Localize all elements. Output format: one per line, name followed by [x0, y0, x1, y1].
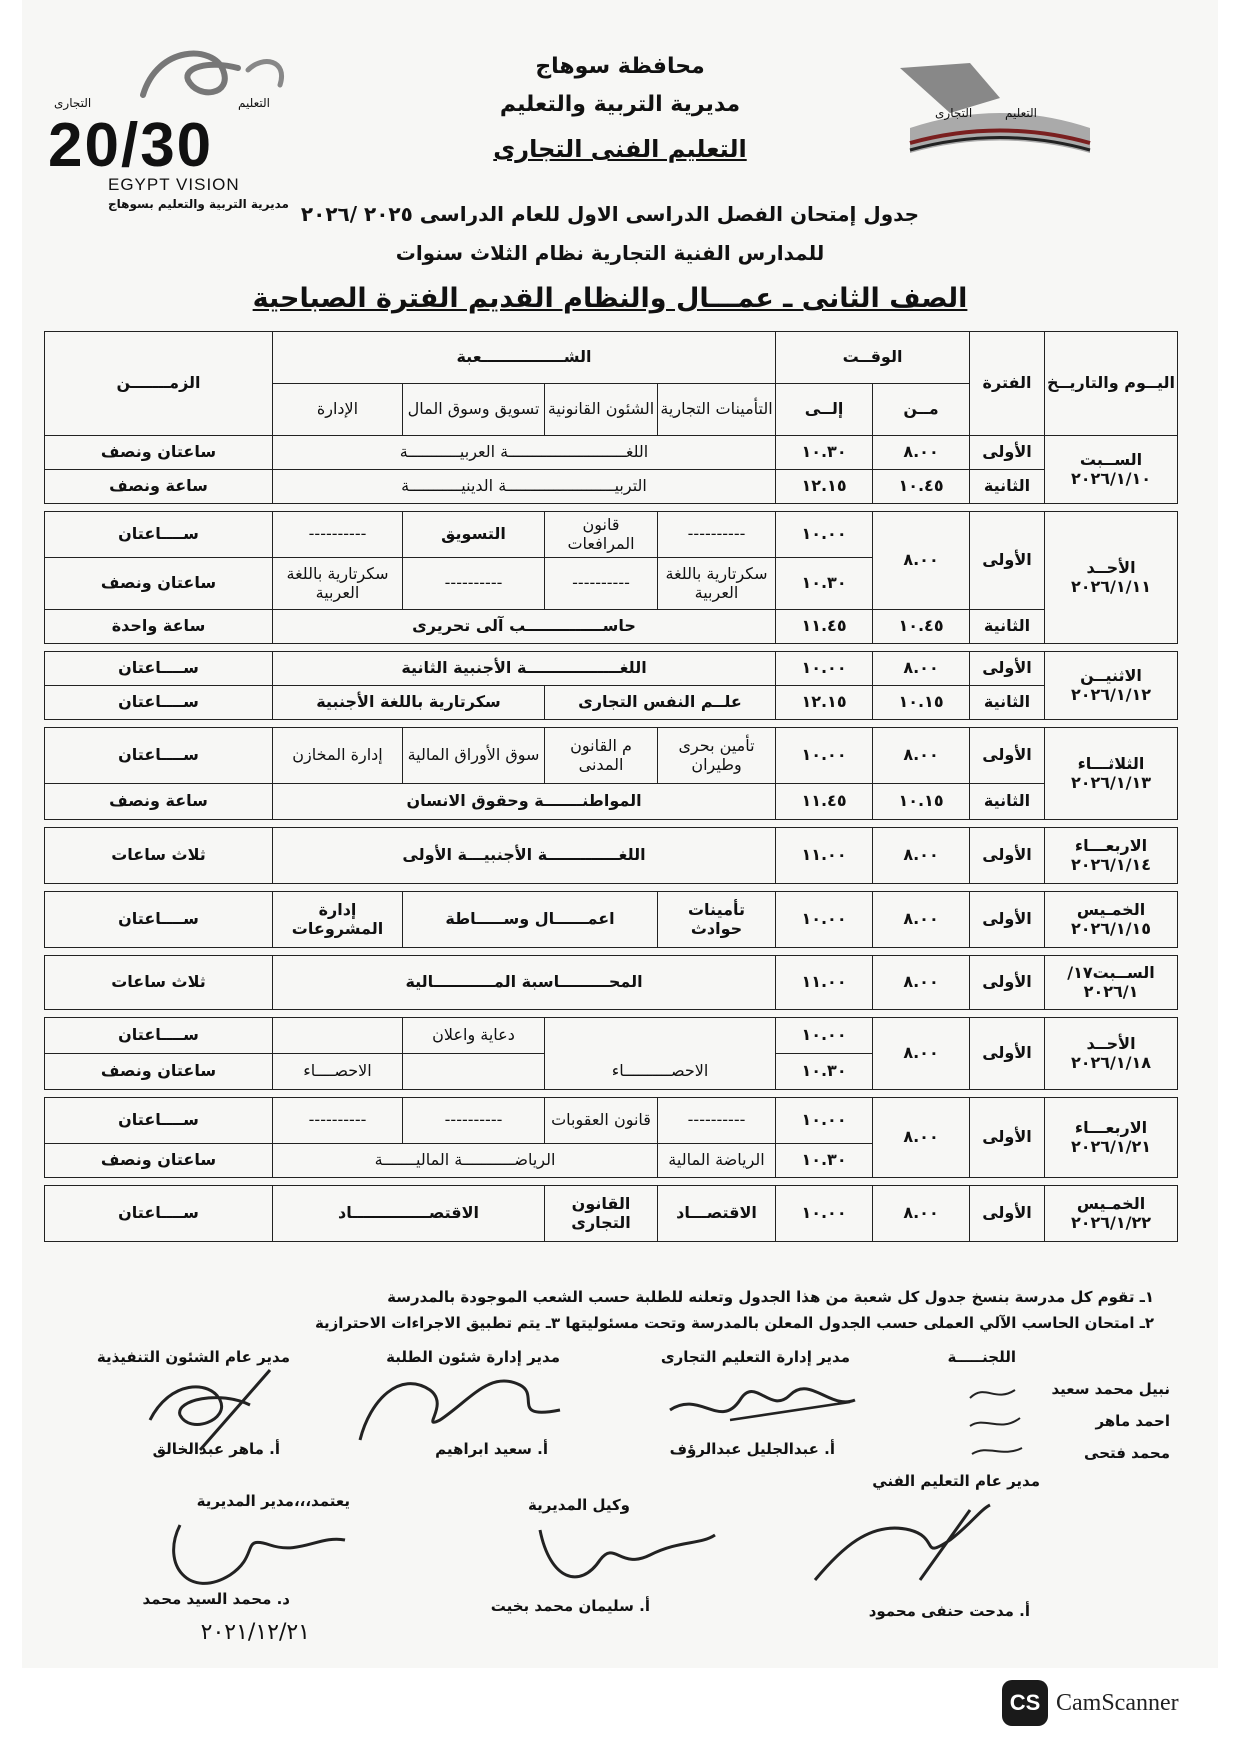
subject-cell: تأمين بحرى وطيران: [658, 728, 776, 784]
time-from: ٨.٠٠: [873, 1098, 970, 1178]
period-cell: الأولى: [970, 828, 1045, 884]
day-cell: الأحــد ٢٠٢٦/١/١١: [1045, 512, 1178, 644]
time-to: ١٢.١٥: [776, 686, 873, 720]
time-to: ١١.٤٥: [776, 784, 873, 820]
exec-director-title: مدير عام الشئون التنفيذية: [96, 1348, 290, 1366]
header-duration: الزمـــــــن: [45, 332, 273, 436]
subject-cell: سكرتارية باللغة الأجنبية: [273, 686, 545, 720]
camscanner-icon: CS: [1002, 1680, 1048, 1726]
time-from: ١٠.١٥: [873, 784, 970, 820]
header-time: الوقــت: [776, 332, 970, 384]
egypt-vision-logo: [48, 40, 318, 211]
time-from: ٨.٠٠: [873, 1018, 970, 1090]
subject-cell: ----------: [273, 512, 403, 558]
technical-director-name: أ. مدحت حنفى محمود: [868, 1602, 1030, 1620]
committee-member: محمد فتحى: [1084, 1444, 1170, 1462]
period-cell: الثانية: [970, 784, 1045, 820]
note-line-2: ٢ـ امتحان الحاسب الآلي العملى حسب الجدول المعلن بالمدرسة وتحت مسئوليتها ٣ـ يتم تطبيق الاجراءات الاحترازية: [314, 1314, 1154, 1332]
time-to: ١٠.٣٠: [776, 1054, 873, 1090]
duration-cell: ســــاعتان: [45, 1186, 273, 1242]
subject-cell: اللغـــــــــــــــــة الأجنبية الثانية: [273, 652, 776, 686]
subject-cell: التربيـــــــــــــــــــــــة الدينيـــــــــــة: [273, 470, 776, 504]
subject-cell: قانون العقوبات: [545, 1098, 658, 1144]
duration-cell: ثلاث ساعات: [45, 828, 273, 884]
period-cell: الأولى: [970, 728, 1045, 784]
time-to: ١٠.٠٠: [776, 728, 873, 784]
subject-cell: سوق الأوراق المالية: [403, 728, 545, 784]
duration-cell: ســــاعتان: [45, 1018, 273, 1054]
students-director-title: مدير إدارة شئون الطلبة: [386, 1348, 560, 1366]
day-cell: الاربعـــاء ٢٠٢٦/١/٢١: [1045, 1098, 1178, 1178]
title-line-2: للمدارس الفنية التجارية نظام الثلاث سنوات: [395, 241, 825, 265]
subject-cell: المواطنـــــــة وحقوق الانسان: [273, 784, 776, 820]
signature-approval: [150, 1505, 350, 1605]
period-cell: الأولى: [970, 652, 1045, 686]
committee-member: احمد ماهر: [1095, 1412, 1170, 1430]
committee-title: اللجنـــــة: [947, 1348, 1016, 1366]
time-to: ١٠.٠٠: [776, 1098, 873, 1144]
day-cell: الخمـيس ٢٠٢٦/١/٢٢: [1045, 1186, 1178, 1242]
subject-cell: ----------: [403, 558, 545, 610]
time-from: ٨.٠٠: [873, 512, 970, 610]
time-from: ١٠.١٥: [873, 686, 970, 720]
time-to: ١٠.٠٠: [776, 1186, 873, 1242]
subject-cell: قانون المرافعات: [545, 512, 658, 558]
time-from: ٨.٠٠: [873, 956, 970, 1010]
time-to: ١٠.٠٠: [776, 652, 873, 686]
header-branch: الشـــــــــــــــعبة: [273, 332, 776, 384]
duration-cell: ساعة ونصف: [45, 784, 273, 820]
day-cell: الســبت١٧/ ٢٠٢٦/١: [1045, 956, 1178, 1010]
governorate: محافظة سوهاج: [535, 54, 705, 79]
duration-cell: ثلاث ساعات: [45, 956, 273, 1010]
subject-cell: ----------: [273, 1098, 403, 1144]
time-from: ١٠.٤٥: [873, 610, 970, 644]
header-insurance: التأمينات التجارية: [658, 384, 776, 436]
header-marketing: تسويق وسوق المال: [403, 384, 545, 436]
duration-cell: ســــاعتان: [45, 686, 273, 720]
exam-schedule-table: [44, 331, 1178, 1242]
period-cell: الأولى: [970, 512, 1045, 610]
subject-cell: ----------: [658, 512, 776, 558]
duration-cell: ساعتان ونصف: [45, 1144, 273, 1178]
subject-cell: اعمــــــال وســـــاطة: [403, 892, 658, 948]
day-cell: الســبت ٢٠٢٦/١/١٠: [1045, 436, 1178, 504]
header-period: الفترة: [970, 332, 1045, 436]
period-cell: الأولى: [970, 1018, 1045, 1090]
exec-director-name: أ. ماهر عبدالخالق: [152, 1440, 280, 1458]
signature-committee: [960, 1378, 1030, 1458]
duration-cell: ساعتان ونصف: [45, 558, 273, 610]
signature-exec: [120, 1360, 280, 1470]
subject-cell: الاحصــــــــــاء: [545, 1054, 776, 1090]
subject-cell: م القانون المدنى: [545, 728, 658, 784]
time-to: ١١.٠٠: [776, 956, 873, 1010]
period-cell: الثانية: [970, 610, 1045, 644]
subject-cell: ----------: [403, 1098, 545, 1144]
note-line-1: ١ـ تقوم كل مدرسة بنسخ جدول كل شعبة من هذا الجدول وتعلنه للطلبة حسب الشعب الموجودة بالمدرسة: [387, 1288, 1154, 1306]
committee-member: نبيل محمد سعيد: [1051, 1380, 1170, 1398]
time-to: ١٢.١٥: [776, 470, 873, 504]
time-to: ١٠.٠٠: [776, 1018, 873, 1054]
subject-cell: تأمينات حوادث: [658, 892, 776, 948]
approval-name: د. محمد السيد محمد: [142, 1590, 290, 1608]
handwritten-date: ٢٠٢١/١٢/٢١: [200, 1620, 310, 1645]
subject-cell: الاقتصــــــــــــــاد: [273, 1186, 545, 1242]
subject-cell: إدارة المخازن: [273, 728, 403, 784]
subject-cell: [403, 1054, 545, 1090]
time-from: ٨.٠٠: [873, 1186, 970, 1242]
vision-label-right: التعليم: [238, 96, 270, 110]
time-from: ٨.٠٠: [873, 828, 970, 884]
period-cell: الأولى: [970, 436, 1045, 470]
right-logo-text-1: التعليم: [1005, 106, 1037, 120]
signature-deputy: [520, 1500, 720, 1600]
time-from: ٨.٠٠: [873, 652, 970, 686]
period-cell: الثانية: [970, 470, 1045, 504]
approval-title: يعتمد،،،مدير المديرية: [196, 1492, 350, 1510]
subject-cell: حاســــــــــــــب آلى تحريرى: [273, 610, 776, 644]
students-director-name: أ. سعيد ابراهيم: [435, 1440, 548, 1458]
duration-cell: ســــاعتان: [45, 652, 273, 686]
period-cell: الأولى: [970, 1186, 1045, 1242]
header-day: اليــوم والتاريــخ: [1045, 332, 1178, 436]
subject-cell: القانون التجارى: [545, 1186, 658, 1242]
subject-cell: علــم النفس التجارى: [545, 686, 776, 720]
subject-cell: [545, 1018, 776, 1054]
signature-commercial: [660, 1360, 860, 1450]
subject-cell: الاقتصـــاد: [658, 1186, 776, 1242]
duration-cell: ســــاعتان: [45, 512, 273, 558]
subject-cell: سكرتارية باللغة العربية: [658, 558, 776, 610]
right-logo-text-2: التجارى: [935, 106, 973, 120]
time-to: ١١.٤٥: [776, 610, 873, 644]
vision-text: EGYPT VISION: [108, 175, 240, 194]
department: التعليم الفنى التجارى: [493, 135, 747, 163]
day-cell: الخمـيس ٢٠٢٦/١/١٥: [1045, 892, 1178, 948]
time-to: ١٠.٣٠: [776, 1144, 873, 1178]
duration-cell: ساعتان ونصف: [45, 436, 273, 470]
period-cell: الأولى: [970, 1098, 1045, 1178]
time-from: ٨.٠٠: [873, 728, 970, 784]
time-to: ١٠.٣٠: [776, 436, 873, 470]
directorate: مديرية التربية والتعليم: [499, 92, 741, 117]
subject-cell: الرياضـــــــــــة الماليـــــــة: [273, 1144, 658, 1178]
time-from: ٨.٠٠: [873, 436, 970, 470]
header-to: إلــى: [776, 384, 873, 436]
day-cell: الاثنيــن ٢٠٢٦/١/١٢: [1045, 652, 1178, 720]
header-admin: الإدارة: [273, 384, 403, 436]
commercial-director-title: مدير إدارة التعليم التجارى: [660, 1348, 850, 1366]
subject-cell: المحـــــــــاسبة المـــــــــــالية: [273, 956, 776, 1010]
deputy-title: وكيل المديرية: [528, 1496, 630, 1514]
duration-cell: ســــاعتان: [45, 1098, 273, 1144]
period-cell: الأولى: [970, 956, 1045, 1010]
duration-cell: ساعة ونصف: [45, 470, 273, 504]
subject-cell: ----------: [545, 558, 658, 610]
vision-number: 20/30: [48, 111, 214, 180]
header-from: مــن: [873, 384, 970, 436]
day-cell: الاربعـــاء ٢٠٢٦/١/١٤: [1045, 828, 1178, 884]
title-line-1: جدول إمتحان الفصل الدراسى الاول للعام الدراسى ٢٠٢٥ /٢٠٢٦: [300, 202, 920, 226]
day-cell: الأحــد ٢٠٢٦/١/١٨: [1045, 1018, 1178, 1090]
vision-caption: مديرية التربية والتعليم بسوهاج: [108, 197, 289, 211]
subject-cell: سكرتارية باللغة العربية: [273, 558, 403, 610]
subject-cell: الرياضة المالية: [658, 1144, 776, 1178]
header-legal: الشئون القانونية: [545, 384, 658, 436]
camscanner-label: CamScanner: [1056, 1689, 1179, 1716]
subject-cell: اللغـــــــــــــة الأجنبيـــة الأولى: [273, 828, 776, 884]
subject-cell: إدارة المشروعات: [273, 892, 403, 948]
time-to: ١٠.٣٠: [776, 558, 873, 610]
duration-cell: ساعة واحدة: [45, 610, 273, 644]
commercial-director-name: أ. عبدالجليل عبدالرؤف: [669, 1440, 835, 1458]
subject-cell: الاحصــــاء: [273, 1054, 403, 1090]
time-from: ٨.٠٠: [873, 892, 970, 948]
subject-cell: دعاية واعلان: [403, 1018, 545, 1054]
subject-cell: [273, 1018, 403, 1054]
subject-cell: اللغـــــــــــــــــــــــــة العربيـــــــــــة: [273, 436, 776, 470]
commercial-education-logo: [880, 58, 1140, 178]
duration-cell: ســــاعتان: [45, 892, 273, 948]
duration-cell: ســــاعتان: [45, 728, 273, 784]
subject-cell: التسويق: [403, 512, 545, 558]
day-cell: الثلاثـــاء ٢٠٢٦/١/١٣: [1045, 728, 1178, 820]
period-cell: الثانية: [970, 686, 1045, 720]
time-to: ١١.٠٠: [776, 828, 873, 884]
signature-students: [340, 1360, 570, 1450]
vision-label-left: التجارى: [54, 96, 92, 110]
subject-cell: ----------: [658, 1098, 776, 1144]
deputy-name: أ. سليمان محمد بخيت: [490, 1597, 650, 1615]
camscanner-watermark: [1002, 1680, 1179, 1726]
time-to: ١٠.٠٠: [776, 512, 873, 558]
signature-technical: [800, 1490, 1000, 1600]
duration-cell: ساعتان ونصف: [45, 1054, 273, 1090]
technical-director-title: مدير عام التعليم الفني: [872, 1472, 1040, 1490]
grade-title: الصف الثانى ـ عمـــال والنظام القديم الفترة الصباحية: [252, 283, 968, 314]
time-to: ١٠.٠٠: [776, 892, 873, 948]
period-cell: الأولى: [970, 892, 1045, 948]
time-from: ١٠.٤٥: [873, 470, 970, 504]
